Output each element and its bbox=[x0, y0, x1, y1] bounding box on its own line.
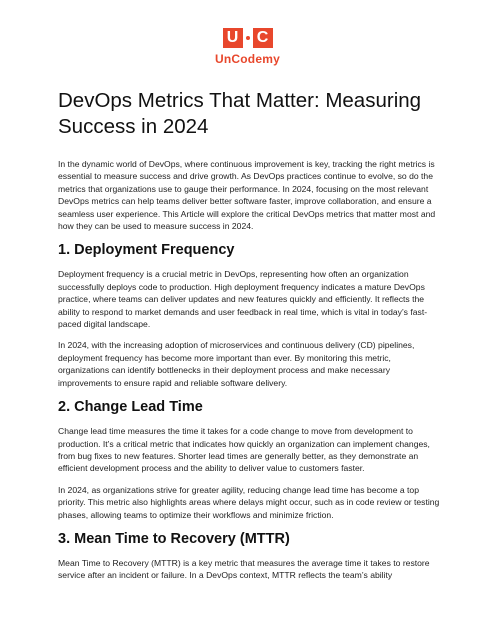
document-title: DevOps Metrics That Matter: Measuring Success in 2024 bbox=[58, 89, 422, 138]
brand-name: UnCodemy bbox=[215, 52, 280, 66]
section-paragraph: In 2024, with the increasing adoption of microservices and continuous delivery (CD) pipelines, deployment frequency has become more important than ever. By monitoring this metric, organizations can identify bottlenecks in their deployment process and make necessary improvements to ensure rapid and reliable software delivery. bbox=[58, 340, 415, 388]
section-paragraph: Change lead time measures the time it takes for a code change to move from development to production. It’s a critical metric that indicates how quickly an organization can implement changes, from bug fixes to new features. Shorter lead times are generally better, as they demonstrate an efficient development process and the ability to deliver value to customers faster. bbox=[58, 426, 430, 474]
intro-paragraph: In the dynamic world of DevOps, where continuous improvement is key, tracking the right metrics is essential to measure success and drive growth. As DevOps practices continue to evolve, so do the metrics that organizations use to gauge their performance. In 2024, focusing on the most relevant DevOps metrics can help teams deliver better software faster, improve collaboration, and ensure a seamless user experience. This Article will explore the critical DevOps metrics that matter most and how they can be used to measure success in 2024. bbox=[58, 159, 436, 232]
logo-letter-u: U bbox=[223, 28, 243, 48]
section-heading: 2. Change Lead Time bbox=[58, 399, 203, 416]
logo-dot-icon bbox=[246, 36, 250, 40]
logo-letter-c: C bbox=[253, 28, 273, 48]
section-heading: 3. Mean Time to Recovery (MTTR) bbox=[58, 530, 290, 547]
section-paragraph: Mean Time to Recovery (MTTR) is a key metric that measures the average time it takes to restore service after an incident or failure. In a DevOps context, MTTR reflects the team’s ability bbox=[58, 557, 430, 581]
section-paragraph: Deployment frequency is a crucial metric in DevOps, representing how often an organization successfully deploys code to production. High deployment frequency indicates a mature DevOps practice, where teams can deliver updates and new features quickly and efficiently. It reflects the ability to respond to market demands and user feedback in real time, which is vital in today’s fast-paced digital landscape. bbox=[58, 269, 428, 330]
brand-logo bbox=[0, 28, 495, 66]
section-paragraph: In 2024, as organizations strive for greater agility, reducing change lead time has become a top priority. This metric also highlights areas where delays might occur, such as in code review or testing phases, allowing teams to optimize their workflows and minimize friction. bbox=[58, 484, 440, 520]
logo-mark bbox=[223, 28, 273, 48]
document-body bbox=[58, 158, 442, 591]
section-heading: 1. Deployment Frequency bbox=[58, 242, 235, 259]
